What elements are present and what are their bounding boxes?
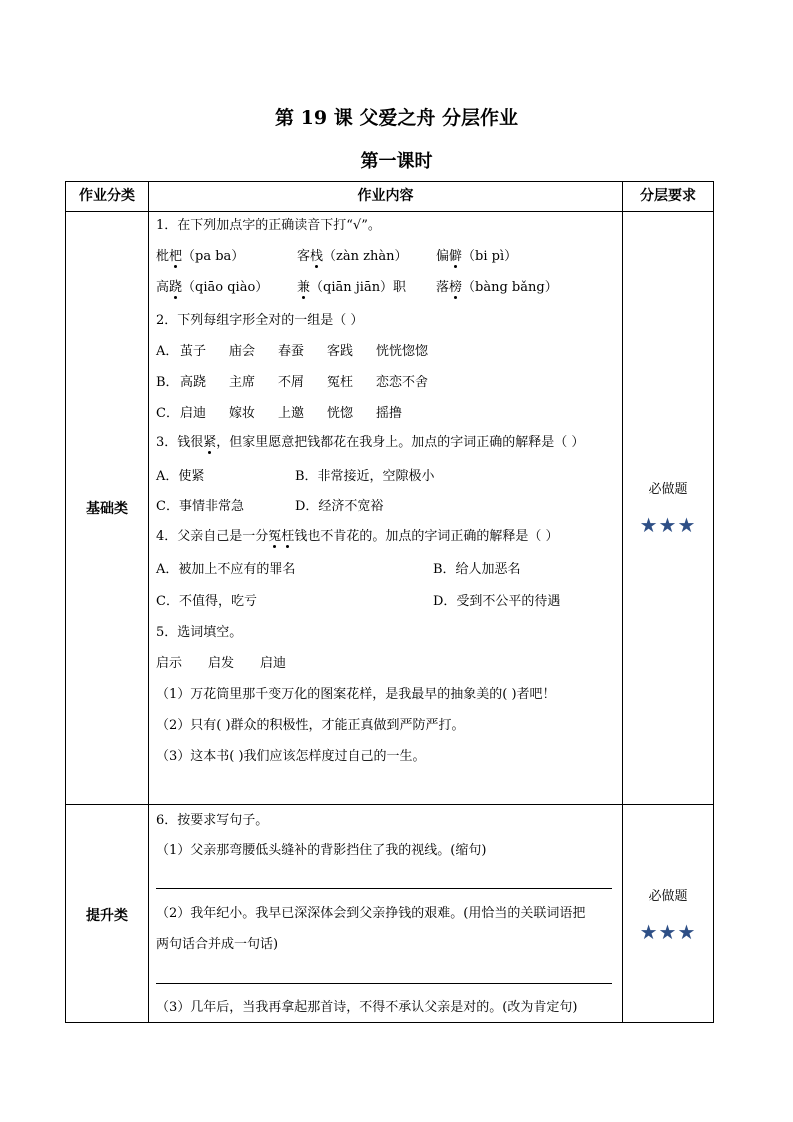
q1-item: 兼（qiān jiān）职 xyxy=(297,280,407,295)
q4-option-d: D．受到不公平的待遇 xyxy=(433,594,561,609)
star-rating-basic: ★★★ xyxy=(639,513,697,537)
q3-option-d: D．经济不宽裕 xyxy=(295,499,384,514)
question-6-stem: 6．按要求写句子。 xyxy=(156,813,269,828)
q1-item: 枇杷（pa ba） xyxy=(156,249,245,264)
requirement-basic: 必做题 xyxy=(648,482,688,497)
q6-sentence-2: （2）我年纪小。我早已深深体会到父亲挣钱的艰难。(用恰当的关联词语把 xyxy=(156,906,586,921)
q3-option-b: B．非常接近，空隙极小 xyxy=(295,469,435,484)
question-3-stem: 3．钱很紧，但家里愿意把钱都花在我身上。加点的字词正确的解释是（ ） xyxy=(156,435,585,450)
category-advanced: 提升类 xyxy=(86,908,128,924)
q4-option-a: A．被加上不应有的罪名 xyxy=(156,562,296,577)
q1-item: 落榜（bàng bǎng） xyxy=(436,280,558,295)
q3-option-c: C．事情非常急 xyxy=(156,499,244,514)
category-basic: 基础类 xyxy=(86,501,128,517)
q6-sentence-2-continued: 两句话合并成一句话) xyxy=(156,937,279,952)
q5-word: 启示 xyxy=(156,656,183,671)
q5-word: 启发 xyxy=(208,656,235,671)
q6-sentence-3: （3）几年后，当我再拿起那首诗，不得不承认父亲是对的。(改为肯定句) xyxy=(156,1000,578,1015)
q1-item: 客栈（zàn zhàn） xyxy=(297,249,408,264)
q1-item: 偏僻（bi pì） xyxy=(436,249,518,264)
column-header-content: 作业内容 xyxy=(357,188,414,204)
page-title: 第 19 课 父爱之舟 分层作业 xyxy=(275,107,518,129)
answer-line-1[interactable] xyxy=(156,888,612,889)
q5-sentence-3: （3）这本书( )我们应该怎样度过自己的一生。 xyxy=(156,749,426,764)
star-rating-advanced: ★★★ xyxy=(639,920,697,944)
question-4-stem: 4．父亲自己是一分冤枉钱也不肯花的。加点的字词正确的解释是（ ） xyxy=(156,529,559,544)
page-subtitle: 第一课时 xyxy=(360,151,433,172)
requirement-advanced: 必做题 xyxy=(648,889,688,904)
question-2-stem: 2．下列每组字形全对的一组是（ ） xyxy=(156,313,364,328)
q3-option-a: A．使紧 xyxy=(156,469,205,484)
question-5-stem: 5．选词填空。 xyxy=(156,625,243,640)
q6-sentence-1: （1）父亲那弯腰低头缝补的背影挡住了我的视线。(缩句) xyxy=(156,843,487,858)
column-header-category: 作业分类 xyxy=(79,188,135,204)
q5-sentence-2: （2）只有( )群众的积极性，才能正真做到严防严打。 xyxy=(156,718,465,733)
q1-item: 高跷（qiāo qiào） xyxy=(156,280,269,295)
q5-sentence-1: （1）万花筒里那千变万化的图案花样，是我最早的抽象美的( )者吧！ xyxy=(156,687,556,702)
q5-word: 启迪 xyxy=(260,656,287,671)
answer-line-2[interactable] xyxy=(156,983,612,984)
q4-option-b: B．给人加恶名 xyxy=(433,562,521,577)
question-1-stem: 1．在下列加点字的正确读音下打“√”。 xyxy=(156,218,381,233)
q4-option-c: C．不值得，吃亏 xyxy=(156,594,257,609)
column-header-requirement: 分层要求 xyxy=(640,188,696,204)
